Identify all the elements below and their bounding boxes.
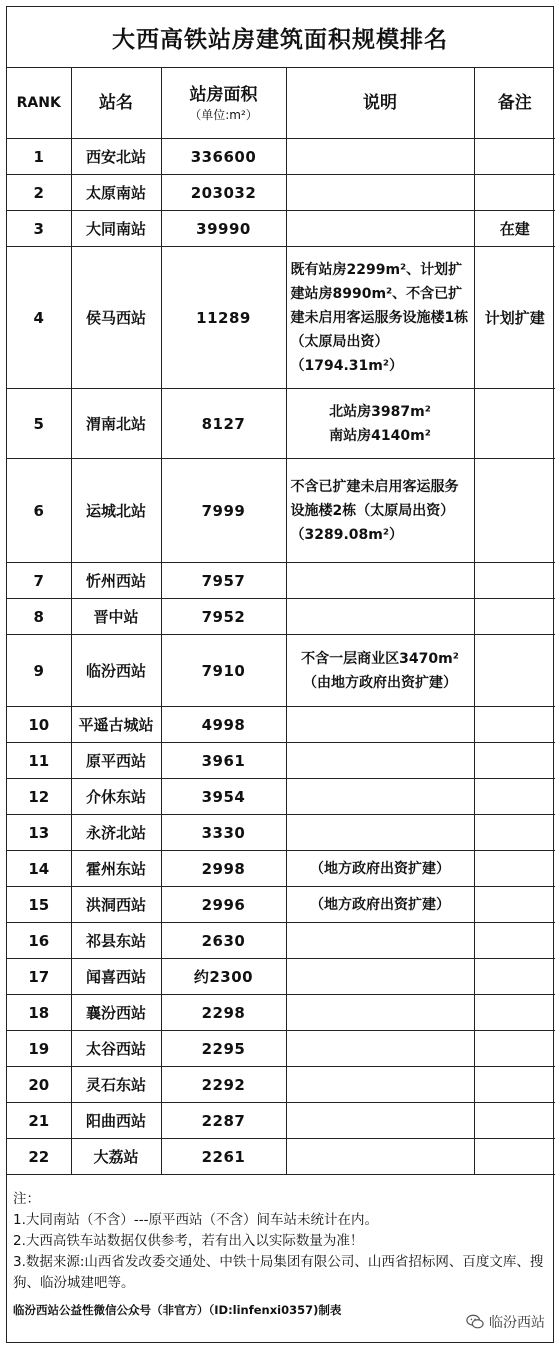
cell-desc: 既有站房2299m²、计划扩建站房8990m²、不含已扩建未启用客运服务设施楼1栋（太原局出资）（1794.31m²） xyxy=(286,247,474,389)
watermark xyxy=(466,1312,545,1332)
cell-station: 原平西站 xyxy=(71,743,161,779)
cell-station: 侯马西站 xyxy=(71,247,161,389)
cell-remark xyxy=(474,779,555,815)
cell-desc: （地方政府出资扩建） xyxy=(286,851,474,887)
cell-area: 4998 xyxy=(161,707,286,743)
table-row xyxy=(7,1067,555,1103)
cell-desc xyxy=(286,139,474,175)
cell-area: 3954 xyxy=(161,779,286,815)
cell-remark xyxy=(474,743,555,779)
cell-area: 2292 xyxy=(161,1067,286,1103)
header-station: 站名 xyxy=(71,68,161,139)
cell-station: 襄汾西站 xyxy=(71,995,161,1031)
cell-remark xyxy=(474,887,555,923)
note-2: 2.大西高铁车站数据仅供参考，若有出入以实际数量为准！ xyxy=(13,1233,364,1249)
cell-remark xyxy=(474,815,555,851)
cell-rank: 11 xyxy=(7,743,71,779)
cell-rank: 2 xyxy=(7,175,71,211)
cell-remark xyxy=(474,923,555,959)
cell-desc: 不含一层商业区3470m²（由地方政府出资扩建） xyxy=(286,635,474,707)
cell-remark xyxy=(474,175,555,211)
cell-rank: 20 xyxy=(7,1067,71,1103)
cell-area: 336600 xyxy=(161,139,286,175)
table-row xyxy=(7,175,555,211)
ranking-table xyxy=(7,68,555,1175)
page-title: 大西高铁站房建筑面积规模排名 xyxy=(7,7,553,68)
cell-station: 平遥古城站 xyxy=(71,707,161,743)
table-row xyxy=(7,563,555,599)
table-row xyxy=(7,247,555,389)
cell-station: 晋中站 xyxy=(71,599,161,635)
cell-desc xyxy=(286,1067,474,1103)
cell-station: 大同南站 xyxy=(71,211,161,247)
cell-desc xyxy=(286,779,474,815)
cell-station: 渭南北站 xyxy=(71,389,161,459)
cell-area: 39990 xyxy=(161,211,286,247)
header-remark: 备注 xyxy=(474,68,555,139)
cell-desc xyxy=(286,923,474,959)
cell-area: 2261 xyxy=(161,1139,286,1175)
table-row xyxy=(7,635,555,707)
table-header-row xyxy=(7,68,555,139)
cell-station: 太谷西站 xyxy=(71,1031,161,1067)
wechat-icon xyxy=(466,1313,484,1331)
header-rank: RANK xyxy=(7,68,71,139)
cell-desc xyxy=(286,815,474,851)
cell-area: 2996 xyxy=(161,887,286,923)
header-area xyxy=(161,68,286,139)
cell-remark xyxy=(474,599,555,635)
document-frame xyxy=(6,6,554,1343)
cell-remark xyxy=(474,851,555,887)
notes-heading: 注： xyxy=(13,1191,40,1207)
table-row xyxy=(7,851,555,887)
cell-remark xyxy=(474,1031,555,1067)
cell-desc xyxy=(286,1103,474,1139)
cell-area: 2998 xyxy=(161,851,286,887)
cell-desc: 北站房3987m² 南站房4140m² xyxy=(286,389,474,459)
cell-station: 永济北站 xyxy=(71,815,161,851)
table-row xyxy=(7,139,555,175)
cell-desc xyxy=(286,563,474,599)
cell-rank: 9 xyxy=(7,635,71,707)
table-row xyxy=(7,707,555,743)
table-row xyxy=(7,959,555,995)
cell-station: 介休东站 xyxy=(71,779,161,815)
cell-rank: 8 xyxy=(7,599,71,635)
cell-station: 运城北站 xyxy=(71,459,161,563)
cell-station: 霍州东站 xyxy=(71,851,161,887)
table-row xyxy=(7,815,555,851)
cell-rank: 22 xyxy=(7,1139,71,1175)
cell-station: 西安北站 xyxy=(71,139,161,175)
cell-rank: 6 xyxy=(7,459,71,563)
cell-rank: 19 xyxy=(7,1031,71,1067)
table-row xyxy=(7,211,555,247)
cell-station: 闻喜西站 xyxy=(71,959,161,995)
cell-desc xyxy=(286,995,474,1031)
cell-area: 3330 xyxy=(161,815,286,851)
cell-area: 7999 xyxy=(161,459,286,563)
watermark-text: 临汾西站 xyxy=(489,1315,545,1331)
table-row xyxy=(7,389,555,459)
cell-area: 2287 xyxy=(161,1103,286,1139)
cell-remark xyxy=(474,563,555,599)
cell-desc xyxy=(286,707,474,743)
cell-area: 2630 xyxy=(161,923,286,959)
cell-rank: 5 xyxy=(7,389,71,459)
cell-desc xyxy=(286,599,474,635)
cell-desc xyxy=(286,743,474,779)
cell-station: 灵石东站 xyxy=(71,1067,161,1103)
cell-remark xyxy=(474,139,555,175)
table-row xyxy=(7,599,555,635)
note-3: 3.数据来源:山西省发改委交通处、中铁十局集团有限公司、山西省招标网、百度文库、搜狗、临汾城建吧等。 xyxy=(13,1254,544,1291)
table-row xyxy=(7,459,555,563)
cell-area: 11289 xyxy=(161,247,286,389)
cell-area: 3961 xyxy=(161,743,286,779)
cell-area: 2298 xyxy=(161,995,286,1031)
cell-rank: 7 xyxy=(7,563,71,599)
cell-rank: 3 xyxy=(7,211,71,247)
cell-remark xyxy=(474,459,555,563)
cell-remark xyxy=(474,635,555,707)
table-row xyxy=(7,995,555,1031)
cell-station: 太原南站 xyxy=(71,175,161,211)
table-row xyxy=(7,887,555,923)
cell-rank: 16 xyxy=(7,923,71,959)
header-area-label: 站房面积 xyxy=(189,85,258,105)
table-row xyxy=(7,923,555,959)
cell-rank: 14 xyxy=(7,851,71,887)
cell-remark xyxy=(474,995,555,1031)
header-area-unit: （单位:m²） xyxy=(189,108,258,122)
cell-station: 临汾西站 xyxy=(71,635,161,707)
cell-area: 7910 xyxy=(161,635,286,707)
cell-area: 203032 xyxy=(161,175,286,211)
cell-rank: 12 xyxy=(7,779,71,815)
cell-rank: 21 xyxy=(7,1103,71,1139)
cell-rank: 18 xyxy=(7,995,71,1031)
cell-station: 忻州西站 xyxy=(71,563,161,599)
cell-station: 大荔站 xyxy=(71,1139,161,1175)
cell-remark: 在建 xyxy=(474,211,555,247)
table-row xyxy=(7,743,555,779)
cell-remark xyxy=(474,959,555,995)
table-row xyxy=(7,1031,555,1067)
table-row xyxy=(7,779,555,815)
cell-area: 7952 xyxy=(161,599,286,635)
header-desc: 说明 xyxy=(286,68,474,139)
cell-area: 7957 xyxy=(161,563,286,599)
cell-desc xyxy=(286,175,474,211)
cell-rank: 1 xyxy=(7,139,71,175)
cell-rank: 13 xyxy=(7,815,71,851)
cell-desc: 不含已扩建未启用客运服务设施楼2栋（太原局出资）（3289.08m²） xyxy=(286,459,474,563)
cell-desc xyxy=(286,1031,474,1067)
cell-remark xyxy=(474,389,555,459)
cell-rank: 4 xyxy=(7,247,71,389)
cell-station: 阳曲西站 xyxy=(71,1103,161,1139)
cell-area: 2295 xyxy=(161,1031,286,1067)
cell-area: 8127 xyxy=(161,389,286,459)
cell-rank: 10 xyxy=(7,707,71,743)
cell-desc xyxy=(286,959,474,995)
cell-station: 洪洞西站 xyxy=(71,887,161,923)
cell-area: 约2300 xyxy=(161,959,286,995)
footer-credit: 临汾西站公益性微信公众号（非官方）（ID:linfenxi0357)制表 xyxy=(13,1303,342,1317)
table-row xyxy=(7,1103,555,1139)
cell-desc: （地方政府出资扩建） xyxy=(286,887,474,923)
cell-remark xyxy=(474,1103,555,1139)
note-1: 1.大同南站（不含）---原平西站（不含）间车站未统计在内。 xyxy=(13,1212,378,1228)
cell-desc xyxy=(286,211,474,247)
cell-remark: 计划扩建 xyxy=(474,247,555,389)
cell-rank: 17 xyxy=(7,959,71,995)
cell-remark xyxy=(474,1067,555,1103)
cell-remark xyxy=(474,707,555,743)
cell-station: 祁县东站 xyxy=(71,923,161,959)
cell-rank: 15 xyxy=(7,887,71,923)
